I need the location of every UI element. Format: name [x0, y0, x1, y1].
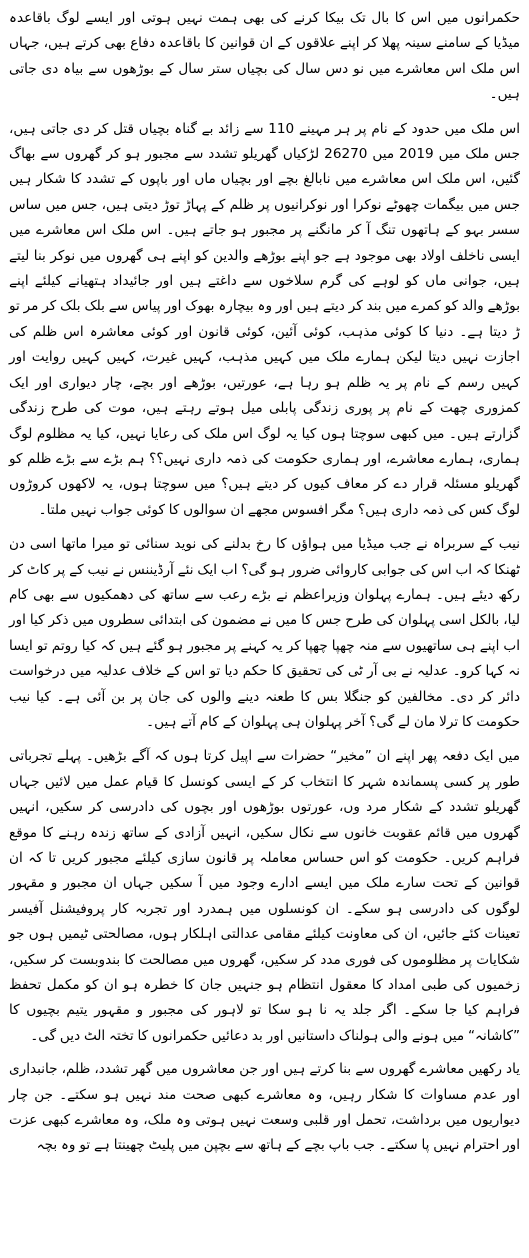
article-paragraph-1: حکمرانوں میں اس کا بال تک بیکا کرنے کی بھی ہمت نہیں ہوتی اور ایسے لوگ باقاعدہ میڈیا کے سامنے سینہ پھلا کر اپنے علاقوں کے ان قوانین کا باقاعدہ دفاع بھی کرتے ہیں، جہاں اس ملک اس معاشرے میں نو دس سال کی بچیاں ستر سال کے بوڑھوں سے بیاہ دی جاتی ہیں۔	[9, 10, 520, 103]
article-paragraph-3: نیب کے سربراہ نے جب میڈیا میں ہواؤں کا رخ بدلنے کی نوید سنائی تو میرا ماتھا اسی دن ٹھنکا کہ اب اس کی جوابی کاروائی ضرور ہو گی؟ اب ایک نئے آرڈیننس نے نیب کے پر کاٹ کر رکھ دیئے ہیں۔ ہمارے پہلوان وزیراعظم نے بڑے رعب سے ساتھ کی دھمکیوں سے بھی کام لیا، بالکل اسی پہلوان کی طرح جس کا میں نے مضمون کی ابتدائی سطروں میں ذکر کیا اور اب اپنے ہی ساتھیوں سے منہ چھپا چھپا کر یہ کہنے پر مجبور ہو گئے ہیں کہ کیا روتم تو ایسا نہ کہا کرو۔ عدلیہ نے بی آر ٹی کی تحقیق کا حکم دیا تو اس کے خلاف عدلیہ میں درخواست دائر کر دی۔ مخالفین کو جنگلا بس کا طعنہ دینے والوں کی جان پر بن آئی ہے۔ کیا نیب حکومت کا ترلا مان لے گی؟ آخر پہلوان ہی پہلوان کے کام آتے ہیں۔	[9, 536, 520, 730]
article-paragraph-4: میں ایک دفعہ پھر اپنے ان ”مخیر“ حضرات سے اپیل کرتا ہوں کہ آگے بڑھیں۔ پہلے تجرباتی طور پر کسی پسماندہ شہر کا انتخاب کر کے ایسی کونسل کا قیام عمل میں لائیں جہاں گھریلو تشدد کے شکار مرد وں، عورتوں بوڑھوں اور بچوں کی دادرسی کر سکیں، انہیں گھروں میں قائم عقوبت خانوں سے نکال سکیں، انہیں آزادی کے ساتھ زندہ رہنے کا موقع فراہم کریں۔ حکومت کو اس حساس معاملہ پر قانون سازی کیلئے مجبور کریں تا کہ ان قوانین کے تحت سارے ملک میں ایسے ادارے وجود میں آ سکیں جہاں ان مجبور و مقہور لوگوں کی دادرسی ہو سکے۔ ان کونسلوں میں ہمدرد اور تجربہ کار پروفیشنل آفیسر تعینات کئے جائیں، ان کی معاونت کیلئے مقامی عدالتی اہلکار ہوں، مصالحتی ٹیمیں ہوں جو شکایات پر مظلوموں کی فوری مدد کر سکیں، گھروں میں مصالحت کا بندوبست کر سکیں، زخمیوں کی طبی امداد کا معقول انتظام ہو جنہیں جان کا خطرہ ہو ان کو مکمل تحفظ فراہم کیا جا سکے۔ اگر جلد یہ نا ہو سکا تو لاہور کی مجبور و مقہور یتیم بچیوں کا ”کاشانہ“ میں ہونے والی ہولناک داستانیں اور بد دعائیں حکمرانوں کا تختہ الٹ دیں گی۔	[9, 748, 520, 1044]
article-paragraph-5: یاد رکھیں معاشرے گھروں سے بنا کرتے ہیں اور جن معاشروں میں گھر تشدد، ظلم، جانبداری اور عدم مساوات کا شکار رہیں، وہ معاشرے کبھی صحت مند نہیں ہو سکتے۔ جن چار دیواریوں میں برداشت، تحمل اور قلبی وسعت نہیں ہوتی وہ ملک، وہ معاشرے کبھی عزت اور احترام نہیں پا سکتے۔ جب باپ بچے کے ہاتھ سے بچپن میں پلیٹ چھینتا ہے تو وہ بچہ	[9, 1061, 520, 1154]
article-paragraph-2: اس ملک میں حدود کے نام پر ہر مہینے 110 سے زائد بے گناہ بچیاں قتل کر دی جاتی ہیں، جس ملک میں 2019 میں 26270 لڑکیاں گھریلو تشدد سے مجبور ہو کر گھروں سے بھاگ گئیں، اس ملک اس معاشرے میں نابالغ بچے اور بچیاں ماں اور باپوں کے تشدد کا شکار ہیں جس میں بیگمات چھوٹے نوکرا اور نوکرانیوں پر ظلم کے پہاڑ توڑ دیتی ہیں، جس میں ساس سسر بہو کے ہاتھوں تنگ آ کر مانگنے پر مجبور ہو جاتے ہیں۔ اس ملک اس معاشرے میں ایسی ناخلف اولاد بھی موجود ہے جو اپنے بوڑھے والدین کو اپنے ہی گھروں میں نوکر بنا لیتے ہیں، جوانی ماں کو لوہے کی گرم سلاخوں سے داغتے ہیں اور جائیداد ہتھیانے کیلئے اپنے بوڑھے والد کو کمرے میں بند کر دیتے ہیں اور وہ بیچارہ بھوک اور پیاس سے بلک بلک کر مر تو ڑ دیتا ہے۔ دنیا کا کوئی مذہب، کوئی آئین، کوئی قانون اور کوئی معاشرہ اس ظلم کی اجازت نہیں دیتا لیکن ہمارے ملک میں کہیں مذہب، کہیں غیرت، کہیں کہیں روایت اور کہیں رسم کے نام پر یہ ظلم ہو رہا ہے، عورتیں، بوڑھے اور بچے، چار دیواری اور ایک کمزوری چھت کے نام پر پوری زندگی پابلی میل ہوتے رہتے ہیں، موت کی طرح زندگی گزارتے ہیں۔ میں کبھی سوچتا ہوں کیا یہ لوگ اس ملک کی رعایا نہیں، کیا یہ مظلوم لوگ ہماری، ہمارے معاشرے، اور ہماری حکومت کی ذمہ داری نہیں؟؟ ہم بڑے سے بڑے ظلم کو گھریلو مسئلہ قرار دے کر معاف کیوں کر دیتے ہیں؟ میں سوچتا ہوں، یہ لاکھوں کروڑوں لوگ کس کی ذمہ داری ہیں؟ مگر افسوس مجھے ان سوالوں کا کوئی جواب نہیں ملتا۔	[9, 120, 521, 518]
